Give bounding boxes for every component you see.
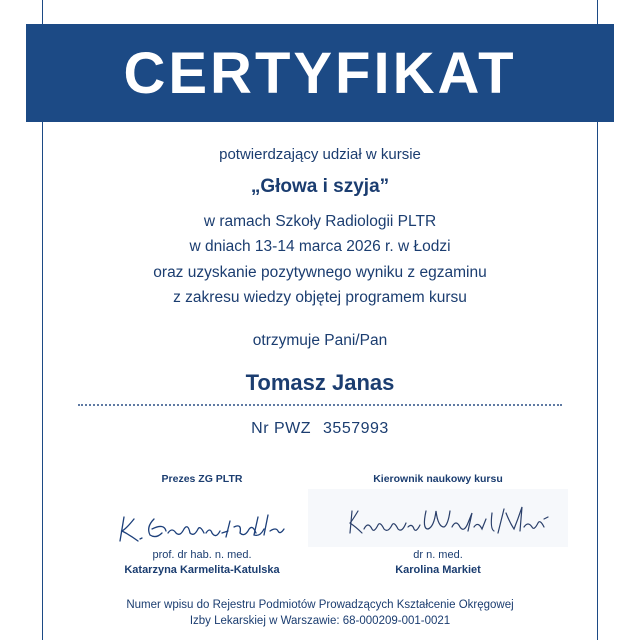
description-line-3: oraz uzyskanie pozytywnego wyniku z egzaminu bbox=[153, 264, 487, 281]
handwritten-signature bbox=[72, 489, 332, 547]
pwz-label: Nr PWZ bbox=[251, 420, 312, 437]
footer-line-1: Numer wpisu do Rejestru Podmiotów Prowadzących Kształcenie Okręgowej bbox=[126, 599, 514, 611]
dotted-divider bbox=[78, 404, 562, 406]
course-name: „Głowa i szyja” bbox=[250, 176, 390, 197]
signer-title: prof. dr hab. n. med. bbox=[152, 549, 252, 561]
description-line-4: z zakresu wiedzy objętej programem kursu bbox=[173, 289, 467, 306]
description-line-2: w dniach 13-14 marca 2026 r. w Łodzi bbox=[189, 238, 451, 255]
footer-line-2: Izby Lekarskiej w Warszawie: 68-000209-001-0021 bbox=[189, 615, 451, 627]
signature-block-left bbox=[72, 473, 332, 576]
handwritten-signature bbox=[308, 489, 568, 547]
certificate-title: CERTYFIKAT bbox=[123, 40, 517, 106]
signer-role: Prezes ZG PLTR bbox=[161, 473, 243, 485]
signer-title: dr n. med. bbox=[413, 549, 463, 561]
description-line-1: w ramach Szkoły Radiologii PLTR bbox=[203, 213, 437, 230]
signature-block-right bbox=[308, 473, 568, 576]
certificate-banner bbox=[26, 24, 614, 122]
pwz-number: 3557993 bbox=[323, 420, 389, 437]
pwz-row bbox=[0, 420, 640, 438]
receives-text: otrzymuje Pani/Pan bbox=[252, 332, 388, 349]
recipient-name: Tomasz Janas bbox=[245, 370, 395, 395]
signer-name: Katarzyna Karmelita-Katulska bbox=[124, 564, 280, 576]
signer-role: Kierownik naukowy kursu bbox=[373, 473, 503, 485]
signer-name: Karolina Markiet bbox=[395, 564, 481, 576]
lead-text: potwierdzający udział w kursie bbox=[219, 146, 421, 163]
